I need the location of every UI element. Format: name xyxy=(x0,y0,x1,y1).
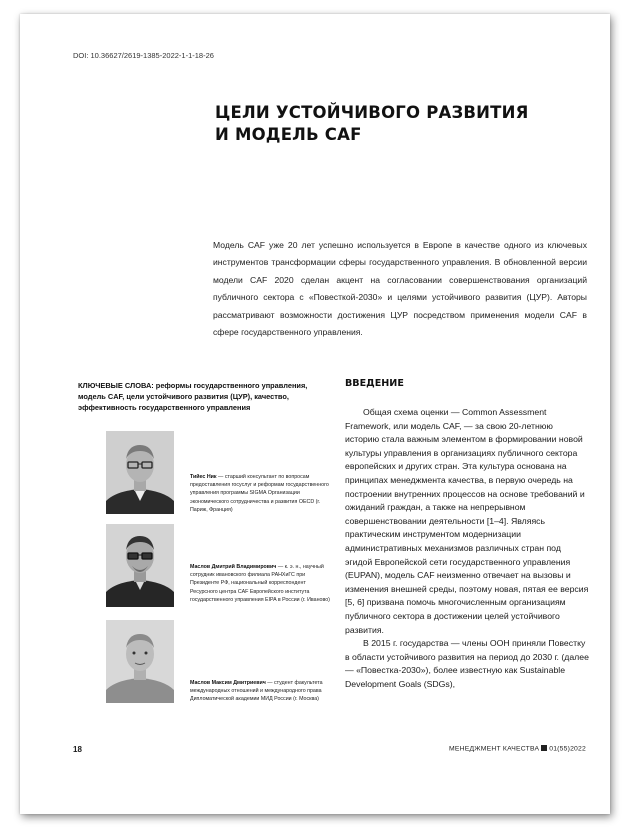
journal-name: МЕНЕДЖМЕНТ КАЧЕСТВА xyxy=(449,745,540,753)
body-text xyxy=(345,406,589,691)
paragraph-2: В 2015 г. государства — члены ООН приняли Повестку в области устойчивого развития на период до 2030 г. (далее — «Повестка-2030»), более известную как Sustainable Development Goals (SDGs), xyxy=(345,638,589,689)
doi-line: DOI: 10.36627/2619-1385-2022-1-1-18-26 xyxy=(73,51,214,60)
author-name-1: Тийес Ник xyxy=(190,474,217,480)
author-bio-2 xyxy=(190,563,330,604)
abstract: Модель CAF уже 20 лет успешно используется в Европе в качестве одного из ключевых инструментов трансформации сферы государственного управления. В обновленной версии модели CAF 2020 сделан акцент на согласовании совершенствования организаций публичного сектора с «Повесткой-2030» и целями устойчивого развития (ЦУР). Авторы рассматривают возможности достижения ЦУР посредством применения модели CAF в сфере государственного управления. xyxy=(213,240,587,338)
author-description-2: — к. э. н., научный сотрудник ивановского филиала РАНХиГС при Президенте РФ, национальный корреспондент Ресурсного центра CAF Европейского института государственного управления EIPA в России (г. Иваново) xyxy=(190,564,330,603)
article-title-line-1: ЦЕЛИ УСТОЙЧИВОГО РАЗВИТИЯ xyxy=(215,103,529,122)
journal-page xyxy=(20,14,610,814)
article-title xyxy=(215,102,529,146)
author-photo-2 xyxy=(106,524,174,607)
author-photo-1 xyxy=(106,431,174,514)
journal-issue: 01(55)2022 xyxy=(549,745,586,753)
author-description-3: — студент факультета международных отношений и международного права Дипломатической академии МИД России (г. Москва) xyxy=(190,680,323,703)
author-description-1: — старший консультант по вопросам предоставления госуслуг и реформам государственного управления программы SIGMA Организации экономического сотрудничества и развития OECD (г. Париж, Франция) xyxy=(190,474,329,513)
square-icon xyxy=(541,745,547,751)
section-heading: ВВЕДЕНИЕ xyxy=(345,378,404,389)
article-title-line-2: И МОДЕЛЬ CAF xyxy=(215,125,362,144)
page-number: 18 xyxy=(73,745,82,754)
author-name-2: Маслов Дмитрий Владимирович xyxy=(190,564,277,570)
journal-footer xyxy=(449,745,586,753)
author-name-3: Маслов Максим Дмитриевич xyxy=(190,680,266,686)
author-bio-1 xyxy=(190,473,330,514)
paragraph-1: Общая схема оценки — Common Assessment Framework, или модель CAF, — за свою 20-летнюю историю стала важным элементом в формировании новой культуры управления в организациях публичного сектора европейских и других стран. Эта культура основана на принципах менеджмента качества, в первую очередь на построении внутренних процессов на основе требований и ожиданий граждан, а также на непрерывном совершенствовании деятельности [1–4]. Являясь практическим инструментом модернизации административных механизмов различных стран под эгидой Европейской сети государственного управления (EUPAN), модель CAF неизменно отвечает на вызовы и изменения внешней среды, поэтому новая, пятая ее версия [5, 6] призвана помочь многочисленным организациям публичного сектора в достижении целей устойчивого развития. xyxy=(345,407,589,635)
author-photo-3 xyxy=(106,620,174,703)
author-bio-3 xyxy=(190,679,330,704)
keywords: КЛЮЧЕВЫЕ СЛОВА: реформы государственного управления, модель CAF, цели устойчивого развития (ЦУР), качество, эффективность государственного управления xyxy=(78,381,308,413)
